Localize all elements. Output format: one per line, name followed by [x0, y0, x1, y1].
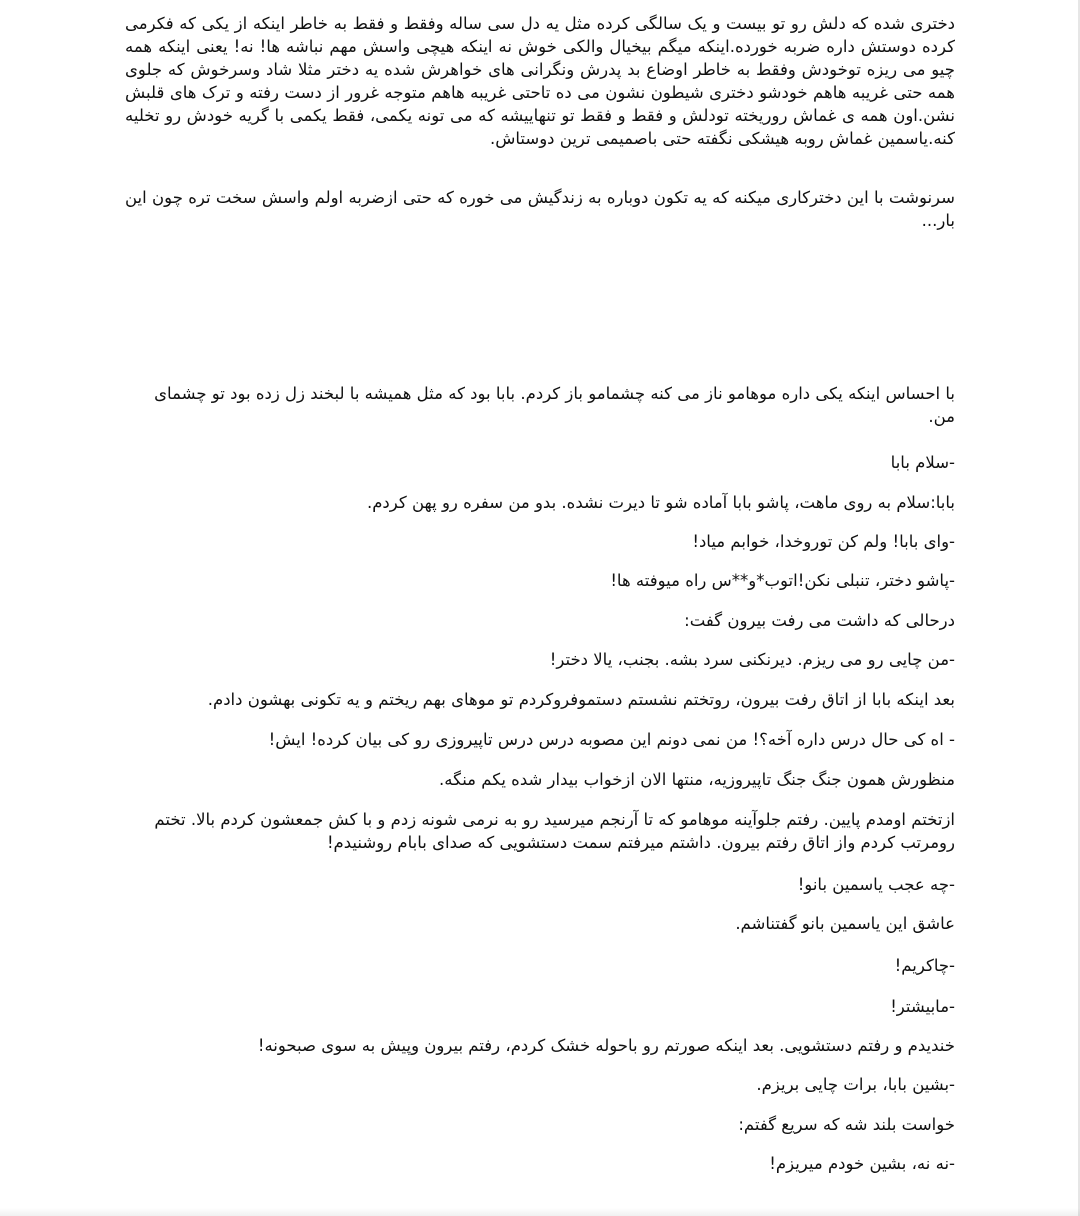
story-dialogue: -مابیشتر! [890, 997, 955, 1016]
story-paragraph: خندیدم و رفتم دستشویی. بعد اینکه صورتم رو باحوله خشک کردم، رفتم بیرون وپیش به سوی صبحونه! [257, 1036, 955, 1055]
story-dialogue: -وای بابا! ولم کن توروخدا، خوابم میاد! [692, 532, 955, 551]
story-paragraph: منظورش همون جنگ جنگ تاپیروزیه، منتها الان ازخواب بیدار شده یکم منگه. [438, 770, 955, 789]
story-dialogue: - اه کی حال درس داره آخه؟! من نمی دونم این مصوبه درس درس تاپیروزی رو کی بیان کرده! ایش! [268, 730, 955, 749]
story-dialogue: -چه عجب یاسمین بانو! [797, 875, 955, 894]
page-bottom-shadow [0, 1208, 1080, 1216]
intro-paragraph-1: دختری شده که دلش رو تو بیست و یک سالگی کرده مثل یه دل سی ساله وفقط و فقط به خاطر اینکه از یکی که فکرمی کرده دوستش داره ضربه خورده.اینکه میگم بیخیال والکی خوش نه اینکه هیچی واسش مهم نباشه ها! نه! یعنی اینکه همه چیو می ریزه توخودش وفقط به خاطر اوضاع بد پدرش ونگرانی های خواهرش شده یه دختر مثلا شاد وسرخوش که جلوی همه حتی غریبه هاهم خودشو دختری شیطون نشون می ده تاحتی غریبه هاهم متوجه غرور از دست رفته و ترک های قلبش نشن.اون همه ی غماش روریخته تودلش و فقط و فقط تو تنهاییشه که می تونه یکمی، فقط یکمی با گریه خودش رو تخلیه کنه.یاسمین غماش روبه هیشکی نگفته حتی باصمیمی ترین دوستاش. [125, 14, 955, 148]
story-dialogue: -چاکریم! [894, 956, 955, 975]
story-paragraph: درحالی که داشت می رفت بیرون گفت: [684, 611, 955, 630]
story-paragraph: عاشق این یاسمین بانو گفتناشم. [735, 914, 955, 933]
story-dialogue: -سلام بابا [890, 453, 955, 472]
story-paragraph: با احساس اینکه یکی داره موهامو ناز می کنه چشمامو باز کردم. بابا بود که مثل همیشه با لبخند زل زده بود تو چشمای من. [154, 384, 955, 426]
story-dialogue: -نه نه، بشین خودم میریزم! [769, 1154, 955, 1173]
story-dialogue: -بشین بابا، برات چایی بریزم. [756, 1075, 955, 1094]
intro-paragraph-2: سرنوشت با این دخترکاری میکنه که یه تکون دوباره به زندگیش می خوره که حتی ازضربه اولم واسش سخت تره چون این بار... [125, 188, 955, 230]
story-dialogue: -پاشو دختر، تنبلی نکن!اتوب*و**س راه میوفته ها! [610, 571, 955, 590]
story-paragraph: خواست بلند شه که سریع گفتم: [738, 1115, 955, 1134]
story-paragraph: ازتختم اومدم پایین. رفتم جلوآینه موهامو که تا آرنجم میرسید رو به نرمی شونه زدم و با کش جمعشون کردم بالا. تختم رومرتب کردم واز اتاق رفتم بیرون. داشتم میرفتم سمت دستشویی که صدای بابام روشنیدم! [154, 810, 955, 852]
story-paragraph: بابا:سلام به روی ماهت، پاشو بابا آماده شو تا دیرت نشده. بدو من سفره رو پهن کردم. [366, 493, 955, 512]
story-dialogue: -من چایی رو می ریزم. دیرنکنی سرد بشه. بجنب، یالا دختر! [549, 650, 955, 669]
story-paragraph: بعد اینکه بابا از اتاق رفت بیرون، روتختم نشستم دستموفروکردم تو موهای بهم ریختم و یه تکونی بهشون دادم. [207, 690, 955, 709]
